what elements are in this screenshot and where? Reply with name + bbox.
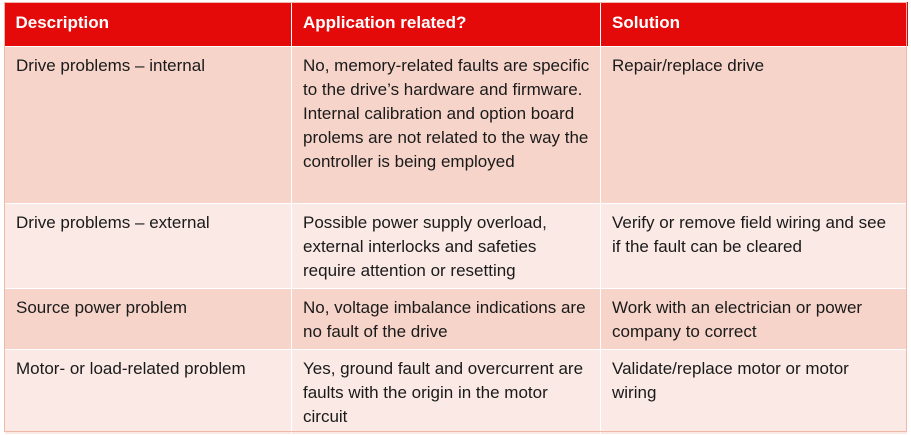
table-row [5,204,908,289]
fault-table-container [4,2,907,435]
cell-application-related: Yes, ground fault and overcurrent are faults with the origin in the motor circuit [292,350,601,435]
cell-description: Motor- or load-related problem [5,350,292,435]
cell-description: Drive problems – internal [5,47,292,204]
table-row [5,350,908,435]
fault-table [4,2,908,435]
cell-application-related: No, voltage imbalance indications are no fault of the drive [292,289,601,350]
table-row [5,47,908,204]
header-solution: Solution [601,2,908,47]
header-description: Description [5,2,292,47]
cell-application-related: No, memory-related faults are specific to the drive’s hardware and firmware. Internal calibration and option board prolems are not related to the way the controller is being employed [292,47,601,204]
cell-description: Drive problems – external [5,204,292,289]
table-row [5,289,908,350]
cell-solution: Verify or remove field wiring and see if the fault can be cleared [601,204,908,289]
cell-solution: Validate/replace motor or motor wiring [601,350,908,435]
cell-description: Source power problem [5,289,292,350]
cell-application-related: Possible power supply overload, external interlocks and safeties require attention or resetting [292,204,601,289]
table-header-row [5,2,908,47]
cell-solution: Repair/replace drive [601,47,908,204]
header-application-related: Application related? [292,2,601,47]
cell-solution: Work with an electrician or power company to correct [601,289,908,350]
